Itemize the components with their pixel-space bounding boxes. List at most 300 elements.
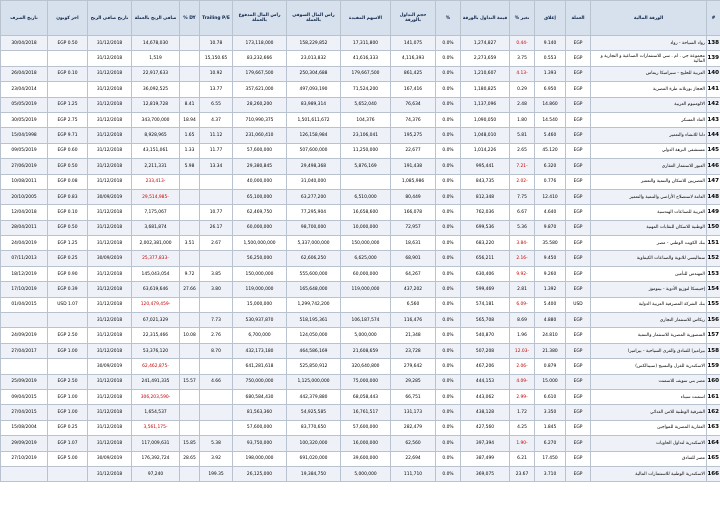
table-cell — [180, 420, 200, 435]
table-cell: 147 — [707, 174, 720, 189]
table-cell: -2.02 — [510, 174, 535, 189]
security-name-cell[interactable]: العامة لاستصلاح الأراضي والتنمية والتعمير — [591, 189, 707, 204]
table-cell: 369,075 — [461, 466, 510, 481]
table-cell: 0.0% — [436, 359, 461, 374]
security-name-cell[interactable]: العربية للحليج - سبرامبكا ريماس — [591, 66, 707, 81]
table-cell: EGP 0.60 — [48, 143, 88, 158]
table-cell: 14,678,030 — [132, 36, 180, 51]
table-cell: 31/12/2018 — [88, 466, 132, 481]
table-cell: 464,586,169 — [287, 343, 341, 358]
table-cell: 29,498,368 — [287, 159, 341, 174]
table-cell: 442,379,880 — [287, 389, 341, 404]
table-cell: 157 — [707, 328, 720, 343]
table-cell: 4.640 — [535, 205, 566, 220]
table-cell: -0.44 — [510, 36, 535, 51]
table-cell — [1, 51, 48, 66]
security-name-cell[interactable]: بنك الكويت الوطني - مصر — [591, 236, 707, 251]
table-cell: 100,320,000 — [287, 436, 341, 451]
table-cell: 117,009,631 — [132, 436, 180, 451]
table-cell: EGP — [566, 51, 591, 66]
table-cell: 10.77 — [200, 205, 233, 220]
security-name-cell[interactable]: ريكاس للاستثمار التجاري — [591, 313, 707, 328]
table-cell: EGP — [566, 374, 591, 389]
table-cell: 31/12/2018 — [88, 82, 132, 97]
table-cell: 10,000,000 — [341, 220, 391, 235]
table-cell: 18.94 — [180, 112, 200, 127]
table-row[interactable] — [1, 97, 720, 112]
column-header[interactable]: الورقة المالية — [591, 1, 707, 36]
table-cell: 40,000,000 — [233, 174, 287, 189]
security-name-cell[interactable]: رواد السياحة - رواد — [591, 36, 707, 51]
table-cell — [180, 82, 200, 97]
security-name-cell[interactable]: مجموعة جي . ام . سي للاستثمارات الصناعية و التجارية و المالية — [591, 51, 707, 66]
security-name-cell[interactable]: الشرقية الوطنية للامن الغذائي — [591, 405, 707, 420]
table-row[interactable] — [1, 128, 720, 143]
table-cell: 68,901 — [391, 251, 436, 266]
column-header[interactable]: قيمة التداول بالورقة — [461, 1, 510, 36]
table-cell: 5.36 — [510, 220, 535, 235]
security-name-cell[interactable]: الحجاز بورتلاند طرة المصرية — [591, 82, 707, 97]
table-cell: 31/12/2018 — [88, 220, 132, 235]
table-cell: 154 — [707, 282, 720, 297]
table-cell: 29,380,845 — [233, 159, 287, 174]
table-cell: 1,014,226 — [461, 143, 510, 158]
table-cell: 2,002,381,000 — [132, 236, 180, 251]
table-cell: 7.73 — [200, 313, 233, 328]
table-cell: 31/12/2018 — [88, 405, 132, 420]
table-cell: 1,501,611,672 — [287, 112, 341, 127]
table-cell: 3.350 — [535, 405, 566, 420]
table-cell: 149 — [707, 205, 720, 220]
table-cell: EGP 0.50 — [48, 36, 88, 51]
table-cell: 72,957 — [391, 220, 436, 235]
table-cell: 710,990,375 — [233, 112, 287, 127]
table-cell: 150,000,000 — [341, 236, 391, 251]
table-cell: 17/10/2019 — [1, 282, 48, 297]
table-cell — [200, 359, 233, 374]
table-cell: 279,642 — [391, 359, 436, 374]
security-name-cell[interactable]: الوطنية للاسكان للنقابات المهنية — [591, 220, 707, 235]
table-cell: 159 — [707, 359, 720, 374]
table-row[interactable] — [1, 82, 720, 97]
table-cell: 22,917,633 — [132, 66, 180, 81]
table-row[interactable] — [1, 220, 720, 235]
table-cell: EGP 0.25 — [48, 251, 88, 266]
table-cell: 15/08/2004 — [1, 420, 48, 435]
table-cell: 30/09/2019 — [88, 451, 132, 466]
table-cell — [1, 359, 48, 374]
security-name-cell[interactable]: سماليسي للانوية والصناعات الكيماوية — [591, 251, 707, 266]
table-cell — [180, 36, 200, 51]
table-cell: 141 — [707, 82, 720, 97]
table-cell: 143 — [707, 112, 720, 127]
table-cell: 31/12/2018 — [88, 36, 132, 51]
table-cell: 250,304,688 — [287, 66, 341, 81]
table-row[interactable] — [1, 66, 720, 81]
table-cell: 15,000,000 — [233, 297, 287, 312]
table-cell: 432,173,180 — [233, 343, 287, 358]
table-cell: 30/04/2018 — [1, 36, 48, 51]
column-header[interactable]: # — [707, 1, 720, 36]
table-row[interactable] — [1, 451, 720, 466]
table-cell: 0.0% — [436, 436, 461, 451]
table-cell: 145 — [707, 143, 720, 158]
table-cell: 1.845 — [535, 420, 566, 435]
table-cell: 45.120 — [535, 143, 566, 158]
table-cell — [180, 189, 200, 204]
column-header[interactable]: تاريخ الصرف — [1, 1, 48, 36]
table-cell: 8.41 — [180, 97, 200, 112]
table-cell: 31/12/2018 — [88, 389, 132, 404]
table-cell: 1.96 — [510, 328, 535, 343]
column-header[interactable]: راس المال السوقي بالعملة — [287, 1, 341, 36]
column-header[interactable]: % — [436, 1, 461, 36]
table-cell: 31/12/2018 — [88, 97, 132, 112]
table-cell — [1, 313, 48, 328]
table-cell: 31/12/2018 — [88, 266, 132, 281]
table-cell: 153 — [707, 266, 720, 281]
table-row[interactable] — [1, 297, 720, 312]
table-cell: 31/12/2018 — [88, 343, 132, 358]
table-cell: 173,118,000 — [233, 36, 287, 51]
table-cell: 16,761,517 — [341, 405, 391, 420]
table-row[interactable] — [1, 282, 720, 297]
table-cell — [200, 420, 233, 435]
table-cell: EGP 1.25 — [48, 236, 88, 251]
table-cell: 20/10/2005 — [1, 189, 48, 204]
table-cell: 525,850,912 — [287, 359, 341, 374]
security-name-cell[interactable]: الالومنيوم العربية — [591, 97, 707, 112]
table-cell: 641,281,618 — [233, 359, 287, 374]
table-cell: -6.09 — [510, 297, 535, 312]
table-cell: 0.0% — [436, 128, 461, 143]
table-cell — [180, 313, 200, 328]
table-cell: 30/09/2019 — [88, 359, 132, 374]
table-row[interactable] — [1, 112, 720, 127]
table-cell: 131,173 — [391, 405, 436, 420]
table-cell: 27/06/2019 — [1, 159, 48, 174]
table-cell: 167,416 — [391, 82, 436, 97]
table-cell: 145,043,054 — [132, 266, 180, 281]
table-cell: 162 — [707, 405, 720, 420]
table-cell: 22,677 — [391, 143, 436, 158]
table-row[interactable] — [1, 420, 720, 435]
table-cell: 26/04/2018 — [1, 66, 48, 81]
table-cell: 30/09/2019 — [88, 189, 132, 204]
table-cell: 6,625,000 — [341, 251, 391, 266]
table-row[interactable] — [1, 359, 720, 374]
table-row[interactable] — [1, 313, 720, 328]
table-cell: 75,000,000 — [341, 374, 391, 389]
security-name-cell[interactable]: مصر للفنادق — [591, 451, 707, 466]
table-cell: 31/12/2018 — [88, 159, 132, 174]
table-cell: 0.0% — [436, 313, 461, 328]
table-cell: EGP 2.50 — [48, 374, 88, 389]
table-cell: EGP — [566, 143, 591, 158]
table-cell: USD — [566, 297, 591, 312]
table-cell: 21,608,659 — [341, 343, 391, 358]
table-cell: 691,020,000 — [287, 451, 341, 466]
security-name-cell[interactable]: العربية للصناعات الهندسية — [591, 205, 707, 220]
security-name-cell[interactable]: العقارية المصرية للمواجين — [591, 420, 707, 435]
security-name-cell[interactable]: اسمنت سيناء — [591, 389, 707, 404]
security-name-cell[interactable]: مستشفى النزهة الدولي — [591, 143, 707, 158]
column-header[interactable]: الاسهم المقيدة — [341, 1, 391, 36]
table-cell — [180, 220, 200, 235]
table-cell: 14.540 — [535, 112, 566, 127]
table-cell: 861,425 — [391, 66, 436, 81]
column-header[interactable]: العملة — [566, 1, 591, 36]
table-cell: EGP — [566, 236, 591, 251]
table-cell: -9.92 — [510, 266, 535, 281]
table-cell: 518,195,361 — [287, 313, 341, 328]
table-cell: 198,000,000 — [233, 451, 287, 466]
table-cell: 6,560 — [391, 297, 436, 312]
table-cell: 9.72 — [180, 266, 200, 281]
table-row[interactable] — [1, 466, 720, 481]
table-cell: 76,634 — [391, 97, 436, 112]
table-row[interactable] — [1, 159, 720, 174]
table-cell: 6.55 — [200, 97, 233, 112]
table-cell: 150 — [707, 220, 720, 235]
table-cell: 1.33 — [180, 143, 200, 158]
table-cell: 6.610 — [535, 389, 566, 404]
table-cell: 0.0% — [436, 374, 461, 389]
table-cell: 13.77 — [200, 82, 233, 97]
table-cell: 1,125,000,000 — [287, 374, 341, 389]
table-body — [1, 36, 720, 482]
table-cell: 191,438 — [391, 159, 436, 174]
table-cell: EGP — [566, 343, 591, 358]
table-row[interactable] — [1, 174, 720, 189]
security-name-cell[interactable]: الاسكندرية الوطنية للاستثمارات المالية — [591, 466, 707, 481]
table-cell: 397,394 — [461, 436, 510, 451]
table-cell: 158,229,852 — [287, 36, 341, 51]
table-cell — [180, 359, 200, 374]
table-cell: 148 — [707, 189, 720, 204]
table-cell — [180, 51, 200, 66]
table-cell: -62,462,875 — [132, 359, 180, 374]
table-cell: 116,476 — [391, 313, 436, 328]
table-cell: 231,060,410 — [233, 128, 287, 143]
table-row[interactable] — [1, 343, 720, 358]
table-cell: -2.06 — [510, 359, 535, 374]
table-cell: 179,667,500 — [341, 66, 391, 81]
table-row[interactable] — [1, 328, 720, 343]
table-cell: 07/11/2013 — [1, 251, 48, 266]
table-row[interactable] — [1, 389, 720, 404]
table-cell: 140 — [707, 66, 720, 81]
security-name-cell[interactable]: العبور للاستثمار العقاري — [591, 159, 707, 174]
table-cell: 3.51 — [180, 236, 200, 251]
table-cell: 165,648,000 — [287, 282, 341, 297]
table-cell: 5,876,169 — [341, 159, 391, 174]
table-cell: 507,208 — [461, 343, 510, 358]
table-cell: 18,631 — [391, 236, 436, 251]
table-cell: 1.65 — [180, 128, 200, 143]
table-cell — [200, 174, 233, 189]
table-cell: 0.0% — [436, 36, 461, 51]
table-cell: 179,667,500 — [233, 66, 287, 81]
table-cell: 25/09/2019 — [1, 374, 48, 389]
column-header[interactable]: Trailing P/E — [200, 1, 233, 36]
table-cell — [48, 466, 88, 481]
table-cell: 8.70 — [200, 343, 233, 358]
table-cell: 5.38 — [200, 436, 233, 451]
column-header[interactable]: DY % — [180, 1, 200, 36]
table-cell: 3.85 — [200, 266, 233, 281]
table-cell: 0.0% — [436, 143, 461, 158]
table-row[interactable] — [1, 143, 720, 158]
table-row[interactable] — [1, 436, 720, 451]
table-cell: 10/08/2011 — [1, 174, 48, 189]
table-cell — [180, 297, 200, 312]
table-cell: 09/05/2019 — [1, 143, 48, 158]
security-name-cell[interactable]: إختيمنكا لتوزيع الأدوية - بيتوموز — [591, 282, 707, 297]
table-cell: 4.25 — [510, 420, 535, 435]
table-cell: -2.99 — [510, 389, 535, 404]
table-cell: 812,348 — [461, 189, 510, 204]
table-cell: 160 — [707, 374, 720, 389]
table-cell: 5.81 — [510, 128, 535, 143]
table-cell: 1.72 — [510, 405, 535, 420]
table-cell: 139 — [707, 51, 720, 66]
table-cell: 17,311,800 — [341, 36, 391, 51]
table-cell: 0.0% — [436, 405, 461, 420]
table-cell: 0.0% — [436, 236, 461, 251]
table-cell: 0.0% — [436, 343, 461, 358]
table-cell: 31/12/2018 — [88, 374, 132, 389]
table-cell: 683,220 — [461, 236, 510, 251]
security-name-cell[interactable]: دلتا للانشاء والتعمير — [591, 128, 707, 143]
table-cell: 6,510,000 — [341, 189, 391, 204]
table-cell: 2.81 — [510, 282, 535, 297]
column-header[interactable]: اخر كوبون — [48, 1, 88, 36]
table-cell: 150,000,000 — [233, 266, 287, 281]
table-row[interactable] — [1, 51, 720, 66]
table-row[interactable] — [1, 236, 720, 251]
security-name-cell[interactable]: المهندس للتأمين — [591, 266, 707, 281]
table-cell: 3.80 — [200, 282, 233, 297]
table-cell: 24/04/2019 — [1, 236, 48, 251]
table-cell: 3.710 — [535, 466, 566, 481]
table-cell: EGP — [566, 328, 591, 343]
table-cell: 31/12/2018 — [88, 174, 132, 189]
table-cell: -4.09 — [510, 374, 535, 389]
table-cell: 60,000,000 — [233, 220, 287, 235]
table-cell: 31/12/2018 — [88, 236, 132, 251]
table-cell: 0.0% — [436, 82, 461, 97]
table-cell: 09/04/2015 — [1, 389, 48, 404]
table-cell: 995,441 — [461, 159, 510, 174]
table-cell: 164 — [707, 436, 720, 451]
table-cell: -306,203,590 — [132, 389, 180, 404]
security-name-cell[interactable]: الاسكندرية للغزل والنسيج (سبينالكس) — [591, 359, 707, 374]
table-cell — [200, 405, 233, 420]
table-row[interactable] — [1, 266, 720, 281]
table-cell: 565,708 — [461, 313, 510, 328]
table-cell: 12,819,728 — [132, 97, 180, 112]
security-name-cell[interactable]: الماد المسكر — [591, 112, 707, 127]
table-cell: 7.75 — [510, 189, 535, 204]
table-cell: 1,180,825 — [461, 82, 510, 97]
table-cell — [180, 205, 200, 220]
table-cell: 119,000,000 — [233, 282, 287, 297]
table-cell: -29,514,985 — [132, 189, 180, 204]
table-cell: 0.0% — [436, 466, 461, 481]
column-header[interactable]: إغلاق — [535, 1, 566, 36]
table-cell: 28.65 — [180, 451, 200, 466]
table-cell: 68,058,443 — [341, 389, 391, 404]
security-name-cell[interactable]: المنصورية المصرية للاستثمار والتنمية — [591, 328, 707, 343]
table-cell: 63,619,646 — [132, 282, 180, 297]
table-cell: -2.16 — [510, 251, 535, 266]
table-cell: 0.0% — [436, 112, 461, 127]
security-name-cell[interactable]: بنك الشركة المصرفية العربية الدولية — [591, 297, 707, 312]
column-header[interactable]: تاريخ صافي الربح — [88, 1, 132, 36]
table-cell: 0.0% — [436, 159, 461, 174]
table-cell: 15.57 — [180, 374, 200, 389]
table-cell: -120,479,459 — [132, 297, 180, 312]
table-cell: 142 — [707, 97, 720, 112]
table-cell: 0.879 — [535, 359, 566, 374]
security-name-cell[interactable]: مصر بني سويف للاسمنت — [591, 374, 707, 389]
table-cell: 23/04/2014 — [1, 82, 48, 97]
security-name-cell[interactable]: المصريين للاسكان والتنمية والتعمير — [591, 174, 707, 189]
table-row[interactable] — [1, 374, 720, 389]
table-cell: 497,093,190 — [287, 82, 341, 97]
table-cell: 31/12/2018 — [88, 128, 132, 143]
table-cell — [200, 297, 233, 312]
table-cell: 3.92 — [200, 451, 233, 466]
security-name-cell[interactable]: الاسكندرية لتداول الحاويات — [591, 436, 707, 451]
table-cell: 1,048,010 — [461, 128, 510, 143]
table-cell: EGP 1.25 — [48, 97, 88, 112]
table-cell: EGP 5.00 — [48, 451, 88, 466]
table-cell: 16,000,000 — [341, 436, 391, 451]
table-cell: 0.0% — [436, 297, 461, 312]
security-name-cell[interactable]: بيراميزا للفنادق والقرى السياحية - بيراميزا — [591, 343, 707, 358]
table-cell: 01/04/2015 — [1, 297, 48, 312]
table-cell: EGP — [566, 220, 591, 235]
table-cell: 141,075 — [391, 36, 436, 51]
table-cell: EGP — [566, 205, 591, 220]
table-cell: 138 — [707, 36, 720, 51]
table-cell: 5.400 — [535, 297, 566, 312]
table-cell: 0.0% — [436, 389, 461, 404]
column-header[interactable]: تغير % — [510, 1, 535, 36]
table-cell: 31/12/2018 — [88, 282, 132, 297]
table-cell: 35.580 — [535, 236, 566, 251]
table-cell: 0.0% — [436, 205, 461, 220]
table-row[interactable] — [1, 205, 720, 220]
table-row[interactable] — [1, 251, 720, 266]
table-cell: 0.0% — [436, 251, 461, 266]
table-row[interactable] — [1, 36, 720, 51]
table-cell: EGP 0.83 — [48, 189, 88, 204]
table-cell: 4.880 — [535, 313, 566, 328]
table-cell: -1.90 — [510, 436, 535, 451]
table-cell: 12.410 — [535, 189, 566, 204]
column-header[interactable]: حجم التداول بالورقة — [391, 1, 436, 36]
table-row[interactable] — [1, 405, 720, 420]
table-cell: 65,100,000 — [233, 189, 287, 204]
table-cell: 80,449 — [391, 189, 436, 204]
column-header[interactable]: صافي الربح بالعملة — [132, 1, 180, 36]
column-header[interactable]: راس المال المدفوع بالعملة — [233, 1, 287, 36]
table-cell: USD 1.07 — [48, 297, 88, 312]
table-row[interactable] — [1, 189, 720, 204]
